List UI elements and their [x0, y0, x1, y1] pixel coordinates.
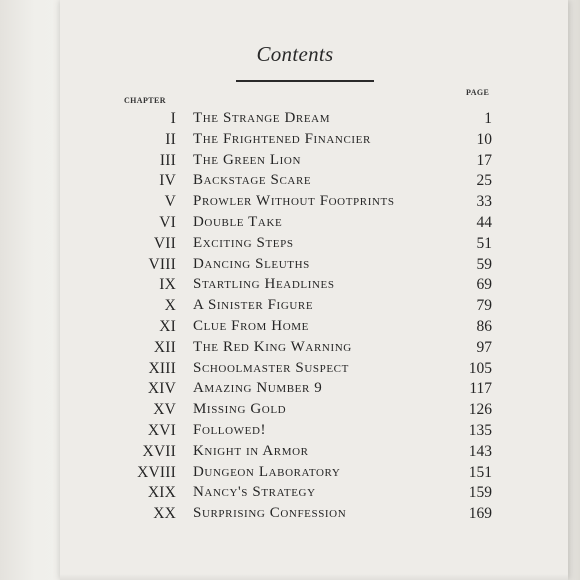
- chapter-page: 105: [468, 359, 492, 377]
- chapter-page: 44: [476, 213, 492, 231]
- chapter-page: 25: [476, 172, 492, 190]
- chapter-number: III: [159, 151, 176, 169]
- table-of-contents: [0, 110, 580, 526]
- chapter-column-label: CHAPTER: [124, 96, 166, 105]
- chapter-title: Double Take: [193, 213, 283, 230]
- chapter-number: XI: [159, 317, 176, 335]
- toc-row: [0, 339, 580, 360]
- chapter-page: 143: [468, 442, 492, 460]
- chapter-number: VII: [153, 234, 176, 252]
- toc-row: [0, 297, 580, 318]
- chapter-page: 79: [476, 297, 492, 315]
- chapter-title: Nancy's Strategy: [193, 484, 316, 501]
- toc-row: [0, 401, 580, 422]
- toc-row: [0, 443, 580, 464]
- toc-row: [0, 131, 580, 152]
- chapter-number: XIV: [147, 380, 176, 398]
- chapter-page: 169: [468, 505, 492, 523]
- chapter-number: I: [170, 110, 176, 127]
- page-title: Contents: [256, 42, 334, 66]
- page-shadow: [60, 574, 568, 580]
- chapter-title: A Sinister Figure: [193, 297, 314, 314]
- chapter-number: II: [165, 130, 176, 148]
- toc-row: [0, 505, 580, 526]
- chapter-number: XX: [153, 505, 176, 523]
- chapter-page: 135: [468, 421, 492, 439]
- chapter-number: IV: [159, 172, 176, 190]
- toc-row: [0, 256, 580, 277]
- toc-row: [0, 422, 580, 443]
- toc-row: [0, 276, 580, 297]
- toc-row: [0, 380, 580, 401]
- chapter-page: 59: [476, 255, 492, 273]
- chapter-title: Dungeon Laboratory: [193, 463, 341, 480]
- chapter-page: 1: [484, 110, 492, 127]
- chapter-number: XVII: [142, 442, 176, 460]
- chapter-title: Knight in Armor: [193, 442, 309, 459]
- chapter-number: XIII: [148, 359, 176, 377]
- chapter-page: 126: [468, 401, 492, 419]
- chapter-title: Backstage Scare: [193, 172, 312, 189]
- chapter-title: Prowler Without Footprints: [193, 193, 395, 210]
- toc-row: [0, 360, 580, 381]
- chapter-title: The Frightened Financier: [193, 130, 371, 147]
- chapter-number: XII: [153, 338, 176, 356]
- chapter-page: 97: [476, 338, 492, 356]
- chapter-number: XVI: [147, 421, 176, 439]
- toc-row: [0, 110, 580, 131]
- title-rule: [236, 80, 374, 82]
- chapter-number: X: [164, 297, 176, 315]
- toc-row: [0, 318, 580, 339]
- chapter-title: The Red King Warning: [193, 338, 352, 355]
- toc-row: [0, 152, 580, 173]
- chapter-title: Exciting Steps: [193, 234, 294, 251]
- chapter-title: Amazing Number 9: [193, 380, 323, 397]
- chapter-number: IX: [159, 276, 176, 294]
- toc-row: [0, 214, 580, 235]
- chapter-title: Schoolmaster Suspect: [193, 359, 349, 376]
- chapter-number: XIX: [147, 484, 176, 502]
- chapter-title: Followed!: [193, 421, 267, 438]
- chapter-number: XVIII: [137, 463, 176, 481]
- chapter-title: Startling Headlines: [193, 276, 335, 293]
- toc-row: [0, 172, 580, 193]
- chapter-page: 151: [468, 463, 492, 481]
- chapter-page: 10: [476, 130, 492, 148]
- chapter-title: The Strange Dream: [193, 110, 331, 126]
- chapter-page: 51: [476, 234, 492, 252]
- chapter-number: XV: [153, 401, 176, 419]
- chapter-title: Surprising Confession: [193, 505, 347, 522]
- chapter-page: 86: [476, 317, 492, 335]
- chapter-page: 159: [468, 484, 492, 502]
- toc-row: [0, 235, 580, 256]
- chapter-page: 69: [476, 276, 492, 294]
- chapter-title: Clue From Home: [193, 317, 309, 334]
- chapter-title: Missing Gold: [193, 401, 287, 418]
- page-column-label: PAGE: [466, 88, 490, 97]
- chapter-number: VI: [159, 213, 176, 231]
- chapter-title: The Green Lion: [193, 151, 301, 168]
- chapter-page: 17: [476, 151, 492, 169]
- chapter-page: 117: [469, 380, 492, 398]
- chapter-page: 33: [476, 193, 492, 211]
- chapter-number: V: [164, 193, 176, 211]
- chapter-title: Dancing Sleuths: [193, 255, 310, 272]
- toc-row: [0, 484, 580, 505]
- chapter-number: VIII: [148, 255, 176, 273]
- toc-row: [0, 464, 580, 485]
- toc-row: [0, 193, 580, 214]
